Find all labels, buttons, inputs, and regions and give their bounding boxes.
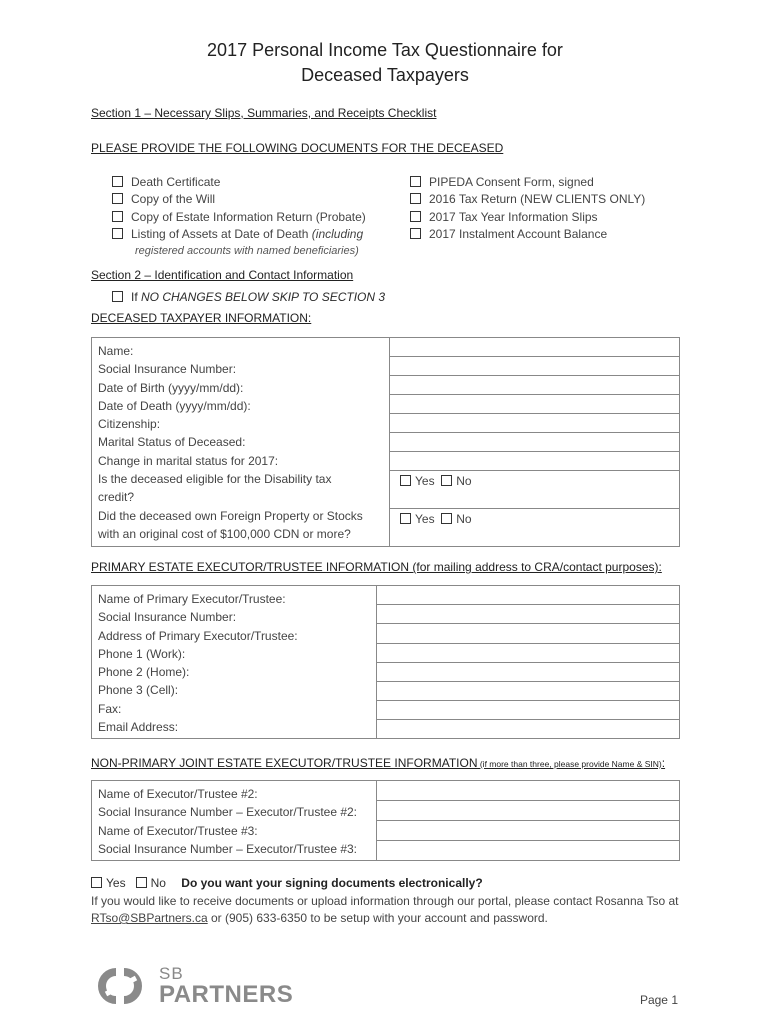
marital-change-field[interactable] — [390, 452, 680, 471]
logo-partners-text: PARTNERS — [159, 981, 294, 1008]
documents-checklist — [112, 175, 712, 265]
checklist-item[interactable]: Copy of Estate Information Return (Probate) — [112, 210, 366, 224]
title-line-1: 2017 Personal Income Tax Questionnaire for — [207, 40, 563, 60]
executor-3-sin-field[interactable] — [377, 841, 680, 861]
primary-executor-heading: PRIMARY ESTATE EXECUTOR/TRUSTEE INFORMATION (for mailing address to CRA/contact purposes): — [91, 560, 662, 574]
executor-2-name-field[interactable] — [377, 781, 680, 801]
deceased-info-heading: DECEASED TAXPAYER INFORMATION: — [91, 311, 312, 325]
deceased-info-table — [91, 337, 680, 547]
executor-2-sin-field[interactable] — [377, 801, 680, 821]
checkbox[interactable] — [112, 228, 123, 239]
electronic-signing-question: Yes No Do you want your signing documents electronically? — [91, 876, 483, 890]
checklist-item[interactable]: 2016 Tax Return (NEW CLIENTS ONLY) — [410, 192, 645, 206]
yes-no-choice[interactable]: Yes No — [390, 512, 472, 526]
checkbox[interactable] — [112, 211, 123, 222]
non-primary-labels: Name of Executor/Trustee #2: Social Insurance Number – Executor/Trustee #2: Name of Executor/Trustee #3: Social Insurance Number – Executor/Trustee #3: — [92, 781, 377, 861]
checkbox[interactable] — [410, 228, 421, 239]
checkbox[interactable] — [410, 176, 421, 187]
primary-executor-table — [91, 585, 680, 739]
item-note-continued: registered accounts with named beneficiaries) — [135, 245, 359, 257]
checkbox[interactable] — [410, 193, 421, 204]
checklist-item[interactable]: Copy of the Will — [112, 192, 215, 206]
checkbox[interactable] — [441, 513, 452, 524]
section-2-heading: Section 2 – Identification and Contact Information — [91, 268, 354, 282]
logo-mark-icon — [92, 964, 152, 1008]
portal-instructions: If you would like to receive documents or upload information through our portal, please contact Rosanna Tso at RTso@SBPartners.ca or (905) 633-6350 to be setup with your account and password. — [91, 894, 679, 925]
executor-address-field[interactable] — [377, 624, 680, 643]
executor-name-field[interactable] — [377, 586, 680, 605]
deceased-labels: Name: Social Insurance Number: Date of Birth (yyyy/mm/dd): Date of Death (yyyy/mm/dd): Citizenship: Marital Status of Deceased: Change in marital status for 2017: Is the deceased eligible for the Disability tax credit? Did the deceased own Foreign Property or Stocks with an original cost of $100,000 CDN or more? — [92, 338, 390, 547]
checklist-item[interactable]: 2017 Instalment Account Balance — [410, 227, 607, 241]
checkbox[interactable] — [112, 291, 123, 302]
checkbox[interactable] — [136, 877, 147, 888]
logo-sb-text: SB — [159, 964, 184, 983]
sin-field[interactable] — [390, 357, 680, 376]
phone-cell-field[interactable] — [377, 681, 680, 700]
document-title — [0, 38, 770, 88]
phone-work-field[interactable] — [377, 643, 680, 662]
email-field[interactable] — [377, 720, 680, 739]
documents-subheading: PLEASE PROVIDE THE FOLLOWING DOCUMENTS FOR THE DECEASED — [91, 141, 504, 155]
checklist-item[interactable]: PIPEDA Consent Form, signed — [410, 175, 594, 189]
item-note: (including — [311, 227, 364, 241]
fax-field[interactable] — [377, 701, 680, 720]
sb-partners-logo — [92, 964, 292, 1008]
yes-no-choice[interactable]: Yes No — [390, 474, 472, 488]
checkbox[interactable] — [91, 877, 102, 888]
skip-option[interactable]: If NO CHANGES BELOW SKIP TO SECTION 3 — [112, 290, 385, 304]
checkbox[interactable] — [112, 193, 123, 204]
checklist-item[interactable]: 2017 Tax Year Information Slips — [410, 210, 598, 224]
phone-home-field[interactable] — [377, 662, 680, 681]
title-line-2: Deceased Taxpayers — [301, 65, 469, 85]
executor-sin-field[interactable] — [377, 605, 680, 624]
non-primary-executor-heading: NON-PRIMARY JOINT ESTATE EXECUTOR/TRUSTEE INFORMATION (if more than three, please provide Name & SIN): — [91, 756, 666, 770]
checkbox[interactable] — [112, 176, 123, 187]
name-field[interactable] — [390, 338, 680, 357]
disability-answer — [390, 471, 680, 509]
death-date-field[interactable] — [390, 395, 680, 414]
executor-3-name-field[interactable] — [377, 821, 680, 841]
foreign-property-answer — [390, 509, 680, 547]
email-link[interactable]: RTso@SBPartners.ca — [91, 911, 208, 925]
page-number: Page 1 — [639, 993, 678, 1007]
no-option[interactable]: No — [136, 876, 166, 890]
citizenship-field[interactable] — [390, 414, 680, 433]
non-primary-executor-table — [91, 780, 680, 861]
birth-date-field[interactable] — [390, 376, 680, 395]
checkbox[interactable] — [400, 475, 411, 486]
checkbox[interactable] — [410, 211, 421, 222]
section-1-heading: Section 1 – Necessary Slips, Summaries, and Receipts Checklist — [91, 106, 437, 120]
checklist-item[interactable]: Death Certificate — [112, 175, 220, 189]
checkbox[interactable] — [441, 475, 452, 486]
marital-status-field[interactable] — [390, 433, 680, 452]
checklist-item[interactable]: Listing of Assets at Date of Death (including — [112, 227, 363, 241]
yes-option[interactable]: Yes — [91, 876, 126, 890]
primary-labels: Name of Primary Executor/Trustee: Social Insurance Number: Address of Primary Executor/Trustee: Phone 1 (Work): Phone 2 (Home): Phone 3 (Cell): Fax: Email Address: — [92, 586, 377, 739]
checkbox[interactable] — [400, 513, 411, 524]
